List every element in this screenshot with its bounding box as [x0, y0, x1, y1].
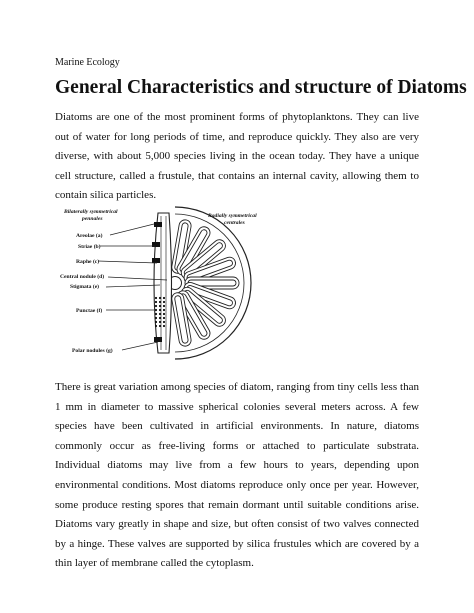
diatom-structure-diagram — [58, 202, 284, 368]
variation-paragraph: There is great variation among species of diatom, ranging from tiny cells less than 1 mm in diameter to massive spherical colonies several meters across. A few species have been cultivated in artificial environments. In nature, diatoms commonly occur as free-living forms or attached to particulate substrata. Individual diatoms may live from a few hours to years, depending upon environmental conditions. Most diatoms reproduce only once per year. However, some produce resting spores that remain dormant until suitable conditions arise. Diatoms vary greatly in shape and size, but often consist of two valves connected by a hinge. These valves are supported by silica frustules which are covered by a thin layer of membrane called the cytoplasm. — [55, 381, 419, 570]
left-title-line2: pennales — [82, 216, 103, 222]
document-title: General Characteristics and structure of Diatoms — [55, 77, 467, 98]
label-punctae: Punctae (f) — [76, 308, 103, 314]
label-striae: Striae (b) — [78, 244, 101, 250]
label-areolae: Areolae (a) — [76, 233, 103, 239]
right-title-line2: centrales — [224, 220, 245, 226]
label-raphe: Raphe (c) — [76, 259, 100, 265]
left-title-line1: Bilaterally symmetrical — [64, 209, 118, 215]
label-polar-nodules: Polar nodules (g) — [72, 348, 113, 354]
right-title-line1: Radially symmetrical — [208, 213, 257, 219]
course-header: Marine Ecology — [55, 57, 120, 68]
diagram-drawing — [152, 207, 251, 359]
label-stigmata: Stigmata (e) — [70, 284, 100, 290]
label-central-nodule: Central nodule (d) — [60, 274, 105, 280]
intro-paragraph: Diatoms are one of the most prominent forms of phytoplanktons. They can live out of water for long periods of time, and reproduce quickly. They also are very diverse, with about 5,000 species living in the ocean today. They have a unique cell structure, called a frustule, that contains an internal cavity, allowing them to contain silica particles. — [55, 111, 419, 202]
